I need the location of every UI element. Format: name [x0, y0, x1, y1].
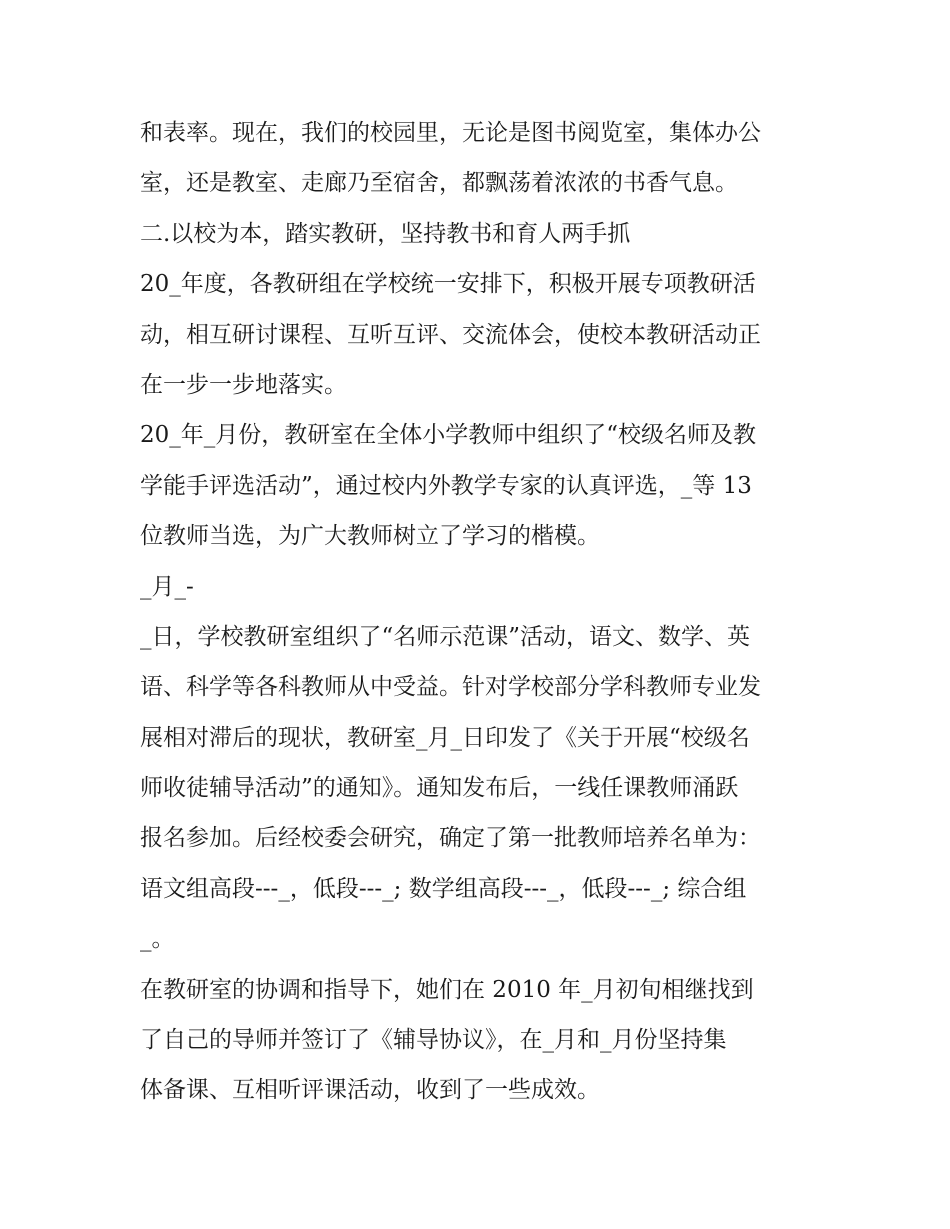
- text-line: _月_-: [140, 573, 194, 600]
- text-line: 语、科学等各科教师从中受益。针对学校部分学科教师专业发: [140, 674, 761, 701]
- text-line: 报名参加。后经校委会研究，确定了第一批教师培养名单为：: [140, 825, 761, 852]
- text-line: 20_年度，各教研组在学校统一安排下，积极开展专项教研活: [140, 271, 756, 298]
- text-line: 展相对滞后的现状，教研室_月_日印发了《关于开展“校级名: [140, 724, 750, 751]
- text-line: 体备课、互相听评课活动，收到了一些成效。: [140, 1077, 600, 1104]
- text-line: 动，相互研讨课程、互听互评、交流体会，使校本教研活动正: [140, 321, 761, 348]
- body-text: [140, 108, 820, 1116]
- section-heading: 二.以校为本，踏实教研，坚持教书和育人两手抓: [140, 220, 631, 247]
- text-line: 师收徒辅导活动”的通知》。通知发布后，一线任课教师涌跃: [140, 775, 739, 802]
- text-line: _。: [140, 926, 175, 953]
- text-line: 了自己的导师并签订了《辅导协议》，在_月和_月份坚持集: [140, 1027, 727, 1054]
- text-line: 在教研室的协调和指导下，她们在 2010 年_月初旬相继找到: [140, 976, 754, 1003]
- text-line: 在一步一步地落实。: [140, 371, 347, 398]
- text-line: 学能手评选活动”，通过校内外教学专家的认真评选，_等 13: [140, 472, 752, 499]
- text-line: 语文组高段---_，低段---_; 数学组高段---_，低段---_; 综合组: [140, 875, 747, 902]
- text-line: 室，还是教室、走廊乃至宿舍，都飘荡着浓浓的书香气息。: [140, 170, 738, 197]
- text-line: 20_年_月份，教研室在全体小学教师中组织了“校级名师及教: [140, 422, 757, 449]
- text-line: 和表率。现在，我们的校园里，无论是图书阅览室，集体办公: [140, 120, 761, 146]
- text-line: 位教师当选，为广大教师树立了学习的楷模。: [140, 523, 600, 550]
- text-line: _日，学校教研室组织了“名师示范课”活动，语文、数学、英: [140, 623, 751, 650]
